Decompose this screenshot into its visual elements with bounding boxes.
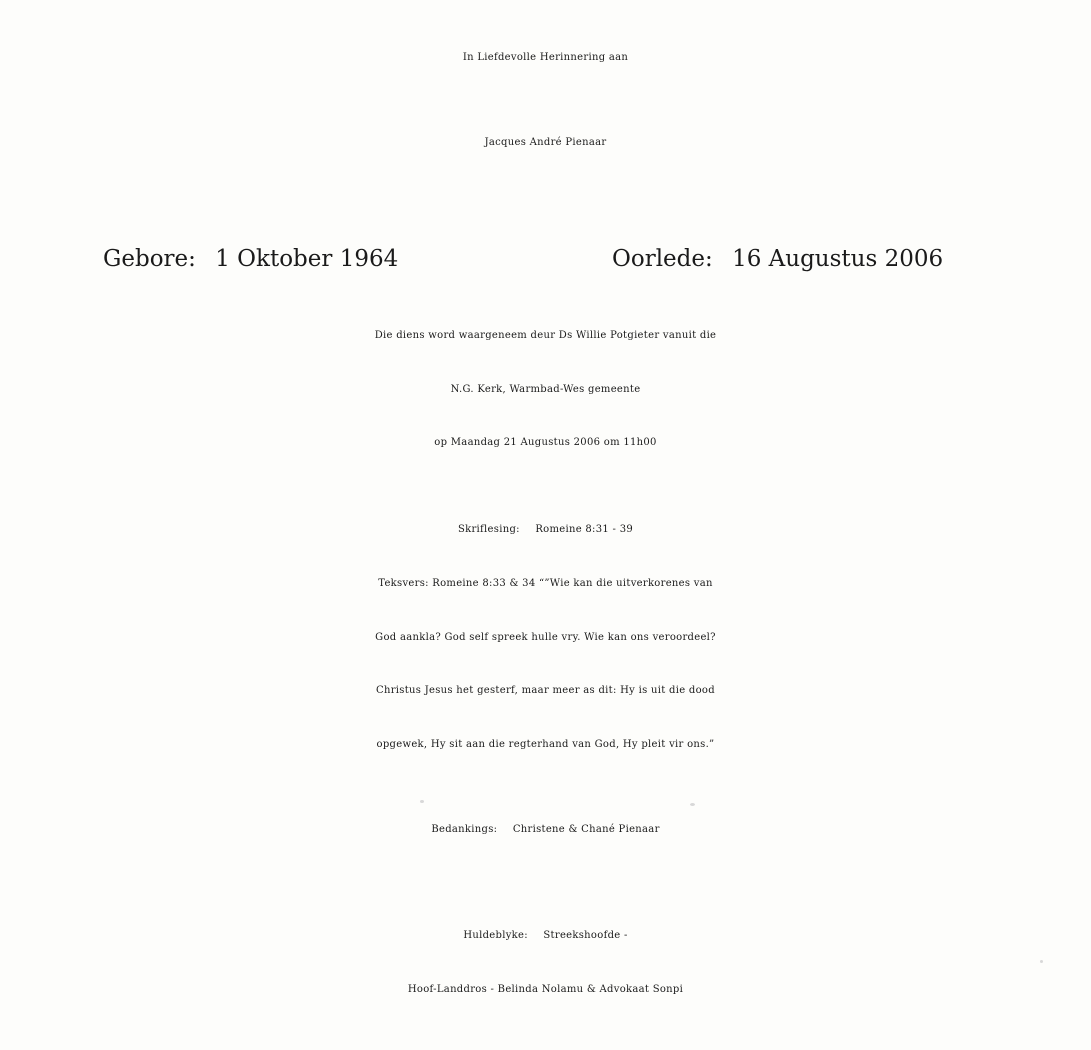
text-verse-line-3: Christus Jesus het gesterf, maar meer as dit: Hy is uit die dood xyxy=(376,685,715,696)
text-verse-line-4: opgewek, Hy sit aan die regterhand van God, Hy pleit vir ons.” xyxy=(376,739,715,750)
tributes-line-2: Hoof-Landdros - Belinda Nolamu & Advokaat Sonpi xyxy=(407,984,684,995)
scan-speck xyxy=(420,800,424,803)
tributes-value: Streekshoofde - xyxy=(543,930,628,941)
service-line-2: N.G. Kerk, Warmbad-Wes gemeente xyxy=(450,384,641,395)
scan-speck xyxy=(1040,960,1043,963)
tributes-label: Huldeblyke: xyxy=(463,930,528,941)
heading-name: Jacques André Pienaar xyxy=(484,137,607,148)
dates-row xyxy=(0,246,1091,286)
thanks xyxy=(0,824,1091,835)
scripture-label: Skriflesing: xyxy=(457,524,520,535)
service-line-3: op Maandag 21 Augustus 2006 om 11h00 xyxy=(434,437,657,448)
thanks-value: Christene & Chané Pienaar xyxy=(512,824,660,835)
scan-speck xyxy=(690,803,695,806)
scripture-value: Romeine 8:31 - 39 xyxy=(535,524,634,535)
tributes xyxy=(0,930,1091,941)
thanks-label: Bedankings: xyxy=(431,824,498,835)
death-value: 16 Augustus 2006 xyxy=(732,246,944,272)
birth-value: 1 Oktober 1964 xyxy=(215,246,399,272)
birth-label: Gebore: xyxy=(103,246,196,272)
text-verse-line-2: God aankla? God self spreek hulle vry. Wie kan ons veroordeel? xyxy=(375,632,716,643)
heading-line-1: In Liefdevolle Herinnering aan xyxy=(462,52,629,63)
service-line-1: Die diens word waargeneem deur Ds Willie Potgieter vanuit die xyxy=(374,330,717,341)
birth-date xyxy=(103,246,398,272)
death-label: Oorlede: xyxy=(612,246,713,272)
text-verse-line-1: Teksvers: Romeine 8:33 & 34 “”Wie kan die uitverkorenes van xyxy=(378,578,713,589)
scripture-reading xyxy=(0,524,1091,535)
death-date xyxy=(612,246,943,272)
